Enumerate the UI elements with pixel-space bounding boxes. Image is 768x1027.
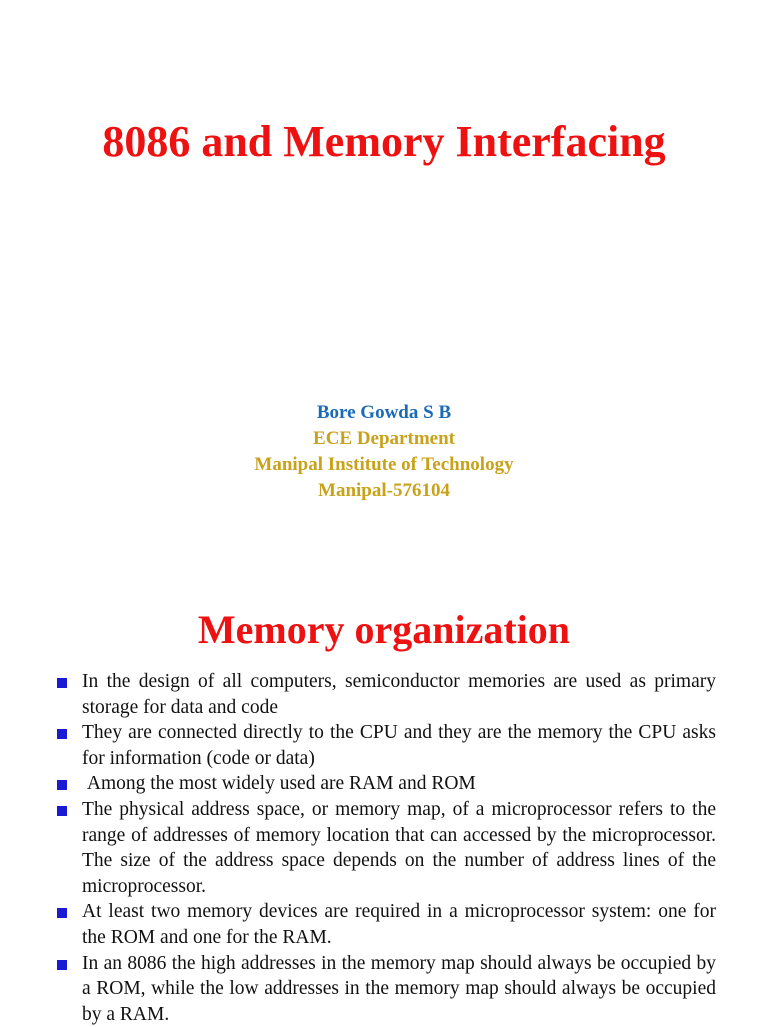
square-bullet-icon — [57, 806, 67, 816]
bullet-text: In the design of all computers, semiconductor memories are used as primary storage for data and code — [82, 671, 716, 718]
square-bullet-icon — [57, 780, 67, 790]
department: ECE Department — [313, 428, 455, 449]
bullet-text: In an 8086 the high addresses in the memory map should always be occupied by a ROM, while the low addresses in the memory map should always be occupied by a RAM. — [82, 952, 716, 1025]
bullet-item — [0, 720, 768, 771]
bullet-list — [0, 669, 768, 1027]
bullet-item — [0, 797, 768, 899]
bullet-text: The physical address space, or memory map, of a microprocessor refers to the range of addresses of memory location that can accessed by the microprocessor. The size of the address space depends on the number of address lines of the microprocessor. — [82, 798, 716, 897]
bullet-text: They are connected directly to the CPU and they are the memory the CPU asks for information (code or data) — [82, 722, 716, 769]
square-bullet-icon — [57, 729, 67, 739]
location: Manipal-576104 — [318, 480, 450, 501]
bullet-text: Among the most widely used are RAM and ROM — [82, 773, 476, 795]
square-bullet-icon — [57, 908, 67, 918]
square-bullet-icon — [57, 960, 67, 970]
bullet-item — [0, 669, 768, 720]
institute: Manipal Institute of Technology — [254, 454, 514, 475]
bullet-item — [0, 899, 768, 950]
slide-title: 8086 and Memory Interfacing — [102, 117, 666, 166]
square-bullet-icon — [57, 678, 67, 688]
bullet-text: At least two memory devices are required in a microprocessor system: one for the ROM and one for the RAM. — [82, 901, 716, 948]
bullet-item — [0, 771, 768, 797]
author-name: Bore Gowda S B — [316, 402, 452, 423]
author-block — [0, 400, 768, 504]
section-title: Memory organization — [197, 607, 571, 652]
bullet-item — [0, 951, 768, 1027]
